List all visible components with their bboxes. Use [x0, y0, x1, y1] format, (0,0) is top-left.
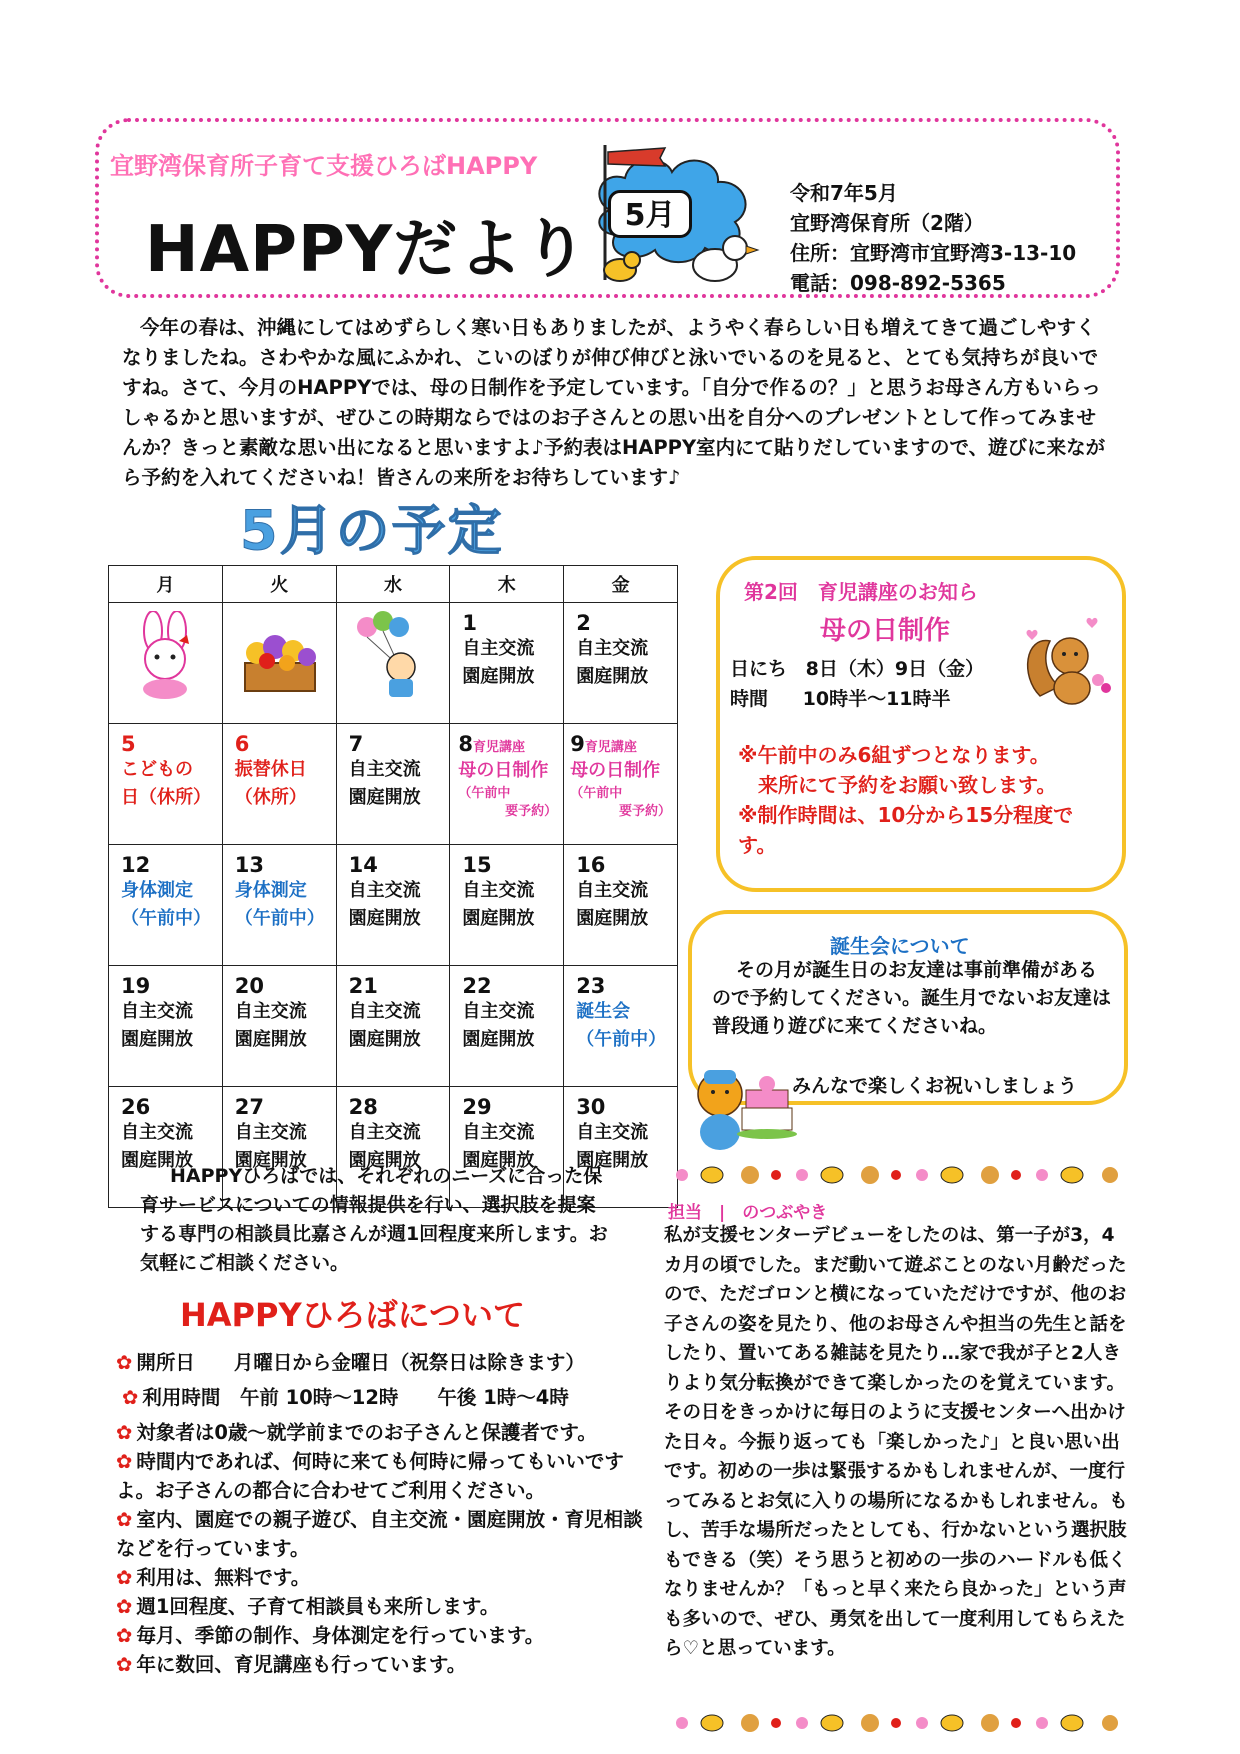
weekday-mon: 月 — [109, 566, 223, 603]
tanto-heading: 担当 | のつぶやき — [668, 1203, 828, 1223]
calendar-cell — [336, 845, 450, 966]
birthday-text-2: みんなで楽しくお祝いしましょう — [792, 1075, 1078, 1097]
flower-icon: ✿ — [116, 1351, 133, 1374]
calendar-cell-illustration — [222, 603, 336, 724]
list-item-text: 対象者は0歳～就学前までのお子さんと保護者です。 — [136, 1421, 597, 1444]
flower-icon: ✿ — [116, 1421, 133, 1444]
squirrel-illustration — [1020, 606, 1118, 716]
day-number: 28 — [348, 1095, 378, 1119]
facility-info — [790, 178, 1076, 298]
lecture-note: ※制作時間は、10分から15分程度です。 — [738, 803, 1074, 857]
lecture-date-label: 日にち — [730, 658, 788, 680]
list-item — [116, 1505, 656, 1563]
list-item-text: 室内、園庭での親子遊び、自主交流・園庭開放・育児相談などを行っています。 — [116, 1508, 643, 1560]
event-text: 自主交流 — [348, 1122, 421, 1143]
decorative-border-bottom — [670, 1708, 1120, 1738]
event-text: （休所） — [234, 787, 307, 808]
day-number-group — [458, 732, 557, 757]
day-number: 13 — [234, 853, 265, 877]
event-text: 自主交流 — [576, 638, 649, 659]
event-text: 園庭開放 — [348, 1150, 421, 1171]
weekday-tue: 火 — [222, 566, 336, 603]
event-tag: 育児講座 — [473, 740, 526, 755]
event-note: 要予約） — [618, 804, 671, 819]
event-text: 園庭開放 — [234, 1150, 307, 1171]
day-number: 26 — [121, 1095, 151, 1119]
event-text: 園庭開放 — [462, 1029, 535, 1050]
calendar-cell — [450, 966, 564, 1087]
list-item — [116, 1563, 656, 1592]
day-number-group — [570, 732, 671, 757]
newsletter-title: HAPPYだより — [145, 213, 589, 287]
facility-name: 宜野湾保育所（2階） — [790, 211, 984, 235]
list-item-text: 毎月、季節の制作、身体測定を行っています。 — [136, 1624, 545, 1647]
lecture-title: 母の日制作 — [820, 616, 951, 646]
event-text: （午前中） — [234, 908, 325, 929]
calendar-cell — [564, 724, 678, 845]
header-subtitle: 宜野湾保育所子育て支援ひろばHAPPY — [110, 152, 538, 180]
day-number: 8 — [458, 732, 474, 756]
day-number: 5 — [121, 732, 136, 756]
calendar-cell — [564, 966, 678, 1087]
event-text: 園庭開放 — [576, 1150, 649, 1171]
facility-address: 住所：宜野湾市宜野湾3-13-10 — [790, 241, 1077, 265]
event-text: 自主交流 — [234, 1001, 307, 1022]
day-number: 12 — [121, 853, 151, 877]
day-number: 29 — [462, 1095, 492, 1119]
birthday-title: 誕生会について — [830, 934, 970, 958]
list-item-text: 年に数回、育児講座も行っています。 — [136, 1653, 467, 1676]
intro-paragraph: 今年の春は、沖縄にしてはめずらしく寒い日もありましたが、ようやく春らしい日も増えてきて過ごしやすくなりましたね。さわやかな風にふかれ、こいのぼりが伸び伸びと泳いでいるのを見ると、とても気持ちが良いですね。さて、今月のHAPPYでは、母の日制作を予定しています。「自分で作るの？」と思うお母さん方もいらっしゃるかと思いますが、ぜひこの時期ならではのお子さんとの思い出を自分へのプレゼントとして作ってみませんか？きっと素敵な思い出になると思いますよ♪予約表はHAPPY室内にて貼りだしていますので、遊びに来ながら予約を入れてくださいね！皆さんの来所をお待ちしています♪ — [122, 316, 1106, 489]
event-text: 園庭開放 — [348, 908, 421, 929]
birthday-text: その月が誕生日のお友達は事前準備があるので予約してください。誕生月でないお友達は普段通り遊びに来てくださいね。 — [712, 959, 1112, 1037]
day-number: 9 — [570, 732, 585, 756]
lecture-note: 来所にて予約をお願い致します。 — [758, 773, 1057, 797]
day-number: 20 — [234, 974, 265, 998]
lecture-note: ※午前中のみ6組ずつとなります。 — [738, 743, 1050, 767]
issue-date: 令和7年5月 — [790, 181, 898, 205]
day-number: 21 — [348, 974, 378, 998]
event-text: 自主交流 — [121, 1001, 193, 1022]
calendar-row — [109, 603, 678, 724]
decorative-border-top — [670, 1160, 1120, 1190]
event-text: 日（休所） — [121, 787, 211, 808]
calendar-cell — [222, 845, 336, 966]
day-number: 19 — [121, 974, 151, 998]
event-text: 園庭開放 — [121, 1150, 193, 1171]
event-text: 自主交流 — [462, 1122, 535, 1143]
event-text: 自主交流 — [348, 1001, 421, 1022]
event-text: 母の日制作 — [458, 760, 549, 781]
event-text: 自主交流 — [576, 1122, 649, 1143]
happy-about-heading: HAPPYひろばについて — [180, 1296, 525, 1334]
day-number: 6 — [234, 732, 250, 756]
event-note: 要予約） — [505, 804, 558, 819]
day-number: 1 — [462, 611, 478, 635]
calendar-cell — [450, 724, 564, 845]
event-text: こどもの — [121, 759, 193, 780]
flower-icon: ✿ — [116, 1508, 133, 1531]
event-text: （午前中） — [121, 908, 211, 929]
event-text: 園庭開放 — [462, 908, 535, 929]
list-item — [116, 1383, 656, 1412]
month-badge: 5月 — [608, 190, 692, 238]
flower-icon: ✿ — [116, 1450, 133, 1473]
tanto-essay: 私が支援センターデビューをしたのは、第一子が3，4カ月の頃でした。まだ動いて遊ぶことのない月齢だったので、ただゴロンと横になっていただけですが、他のお子さんの姿を見たり、他のお母さんや担当の先生と話をしたり、置いてある雑誌を見たり…家で我が子と2人きりより気分転換ができて楽しかったのを覚えています。その日をきっかけに毎日のように支援センターへ出かけた日々。今振り返っても「楽しかった♪」と良い思い出です。初めの一歩は緊張するかもしれませんが、一度行ってみるとお気に入りの場所になるかもしれません。もし、苦手な場所だったとしても、行かないという選択肢もできる（笑）そう思うと初めの一歩のハードルも低くなりませんか？「もっと早く来たら良かった」という声も多いので、ぜひ、勇気を出して一度利用してもらえたら♡と思っています。 — [664, 1225, 1128, 1659]
flower-basket-illustration — [235, 611, 325, 701]
rabbit-illustration — [121, 611, 211, 701]
calendar-cell — [109, 845, 223, 966]
calendar-cell — [109, 724, 223, 845]
calendar-row — [109, 724, 678, 845]
flower-icon: ✿ — [116, 1624, 133, 1647]
list-item — [116, 1348, 656, 1377]
calendar-cell-illustration — [109, 603, 223, 724]
day-number: 15 — [462, 853, 492, 877]
event-text: 振替休日 — [234, 759, 307, 780]
event-text: 誕生会 — [576, 1001, 631, 1022]
event-text: 自主交流 — [234, 1122, 307, 1143]
calendar-header-row — [109, 566, 678, 603]
calendar-row — [109, 966, 678, 1087]
event-text: 身体測定 — [121, 880, 193, 901]
happy-about-list — [116, 1348, 656, 1679]
flower-icon: ✿ — [122, 1386, 139, 1409]
calendar-cell — [336, 966, 450, 1087]
calendar-cell — [564, 603, 678, 724]
weekday-thu: 木 — [450, 566, 564, 603]
day-number: 16 — [576, 853, 606, 877]
event-tag: 育児講座 — [584, 740, 637, 755]
happy-description: HAPPYひろばでは、それぞれのニーズに合った保育サービスについての情報提供を行い、選択肢を提案する専門の相談員比嘉さんが週1回程度来所します。お気軽にご相談ください。 — [140, 1165, 608, 1274]
weekday-fri: 金 — [564, 566, 678, 603]
list-item — [116, 1621, 656, 1650]
lecture-heading: 第2回 育児講座のお知ら — [744, 580, 978, 604]
list-item — [116, 1447, 656, 1505]
calendar-table — [108, 565, 678, 1208]
flower-icon: ✿ — [116, 1595, 133, 1618]
list-item — [116, 1650, 656, 1679]
weekday-wed: 水 — [336, 566, 450, 603]
calendar-cell — [564, 845, 678, 966]
event-text: 園庭開放 — [121, 1029, 193, 1050]
bear-cake-illustration — [690, 1050, 800, 1160]
calendar-cell — [450, 603, 564, 724]
calendar-cell — [336, 724, 450, 845]
event-text: 自主交流 — [348, 880, 421, 901]
lecture-date-row — [730, 654, 984, 681]
event-text: 園庭開放 — [462, 1150, 535, 1171]
calendar-cell-illustration — [336, 603, 450, 724]
list-item-text: 週1回程度、子育て相談員も来所します。 — [136, 1595, 500, 1618]
day-number: 14 — [348, 853, 378, 877]
flower-icon: ✿ — [116, 1653, 133, 1676]
event-text: 自主交流 — [121, 1122, 193, 1143]
event-text: 園庭開放 — [234, 1029, 307, 1050]
event-text: 園庭開放 — [348, 787, 421, 808]
lecture-time-label: 時間 — [730, 688, 769, 710]
event-text: 園庭開放 — [348, 1029, 421, 1050]
event-text: 自主交流 — [462, 1001, 535, 1022]
lecture-notes — [738, 740, 1108, 860]
lecture-date-value: 8日（木）9日（金） — [805, 658, 985, 680]
list-item-text: 利用時間 午前 10時～12時 午後 1時～4時 — [142, 1386, 569, 1409]
day-number: 2 — [576, 611, 591, 635]
day-number: 23 — [576, 974, 606, 998]
list-item — [116, 1592, 656, 1621]
event-note: （午前中 — [570, 786, 623, 801]
day-number: 7 — [348, 732, 364, 756]
event-text: 園庭開放 — [576, 666, 649, 687]
balloon-child-illustration — [349, 611, 439, 701]
list-item — [116, 1418, 656, 1447]
schedule-title: 5月の予定 — [240, 499, 504, 562]
event-text: （午前中） — [576, 1029, 667, 1050]
event-text: 自主交流 — [462, 638, 535, 659]
list-item-text: 時間内であれば、何時に来ても何時に帰ってもいいですよ。お子さんの都合に合わせてご利用ください。 — [116, 1450, 624, 1502]
event-text: 自主交流 — [576, 880, 649, 901]
flower-icon: ✿ — [116, 1566, 133, 1589]
event-text: 自主交流 — [462, 880, 535, 901]
day-number: 27 — [234, 1095, 265, 1119]
lecture-time-row — [730, 684, 951, 711]
event-text: 園庭開放 — [462, 666, 535, 687]
calendar-cell — [109, 966, 223, 1087]
calendar-cell — [450, 845, 564, 966]
calendar-row — [109, 845, 678, 966]
list-item-text: 開所日 月曜日から金曜日（祝祭日は除きます） — [136, 1351, 585, 1374]
event-text: 身体測定 — [234, 880, 307, 901]
lecture-time-value: 10時半～11時半 — [802, 688, 951, 710]
event-text: 自主交流 — [348, 759, 421, 780]
calendar-cell — [222, 724, 336, 845]
event-text: 母の日制作 — [570, 760, 661, 781]
day-number: 30 — [576, 1095, 606, 1119]
list-item-text: 利用は、無料です。 — [136, 1566, 311, 1589]
calendar-cell — [222, 966, 336, 1087]
facility-phone: 電話：098-892-5365 — [790, 271, 1006, 295]
day-number: 22 — [462, 974, 492, 998]
event-note: （午前中 — [458, 786, 511, 801]
event-text: 園庭開放 — [576, 908, 649, 929]
